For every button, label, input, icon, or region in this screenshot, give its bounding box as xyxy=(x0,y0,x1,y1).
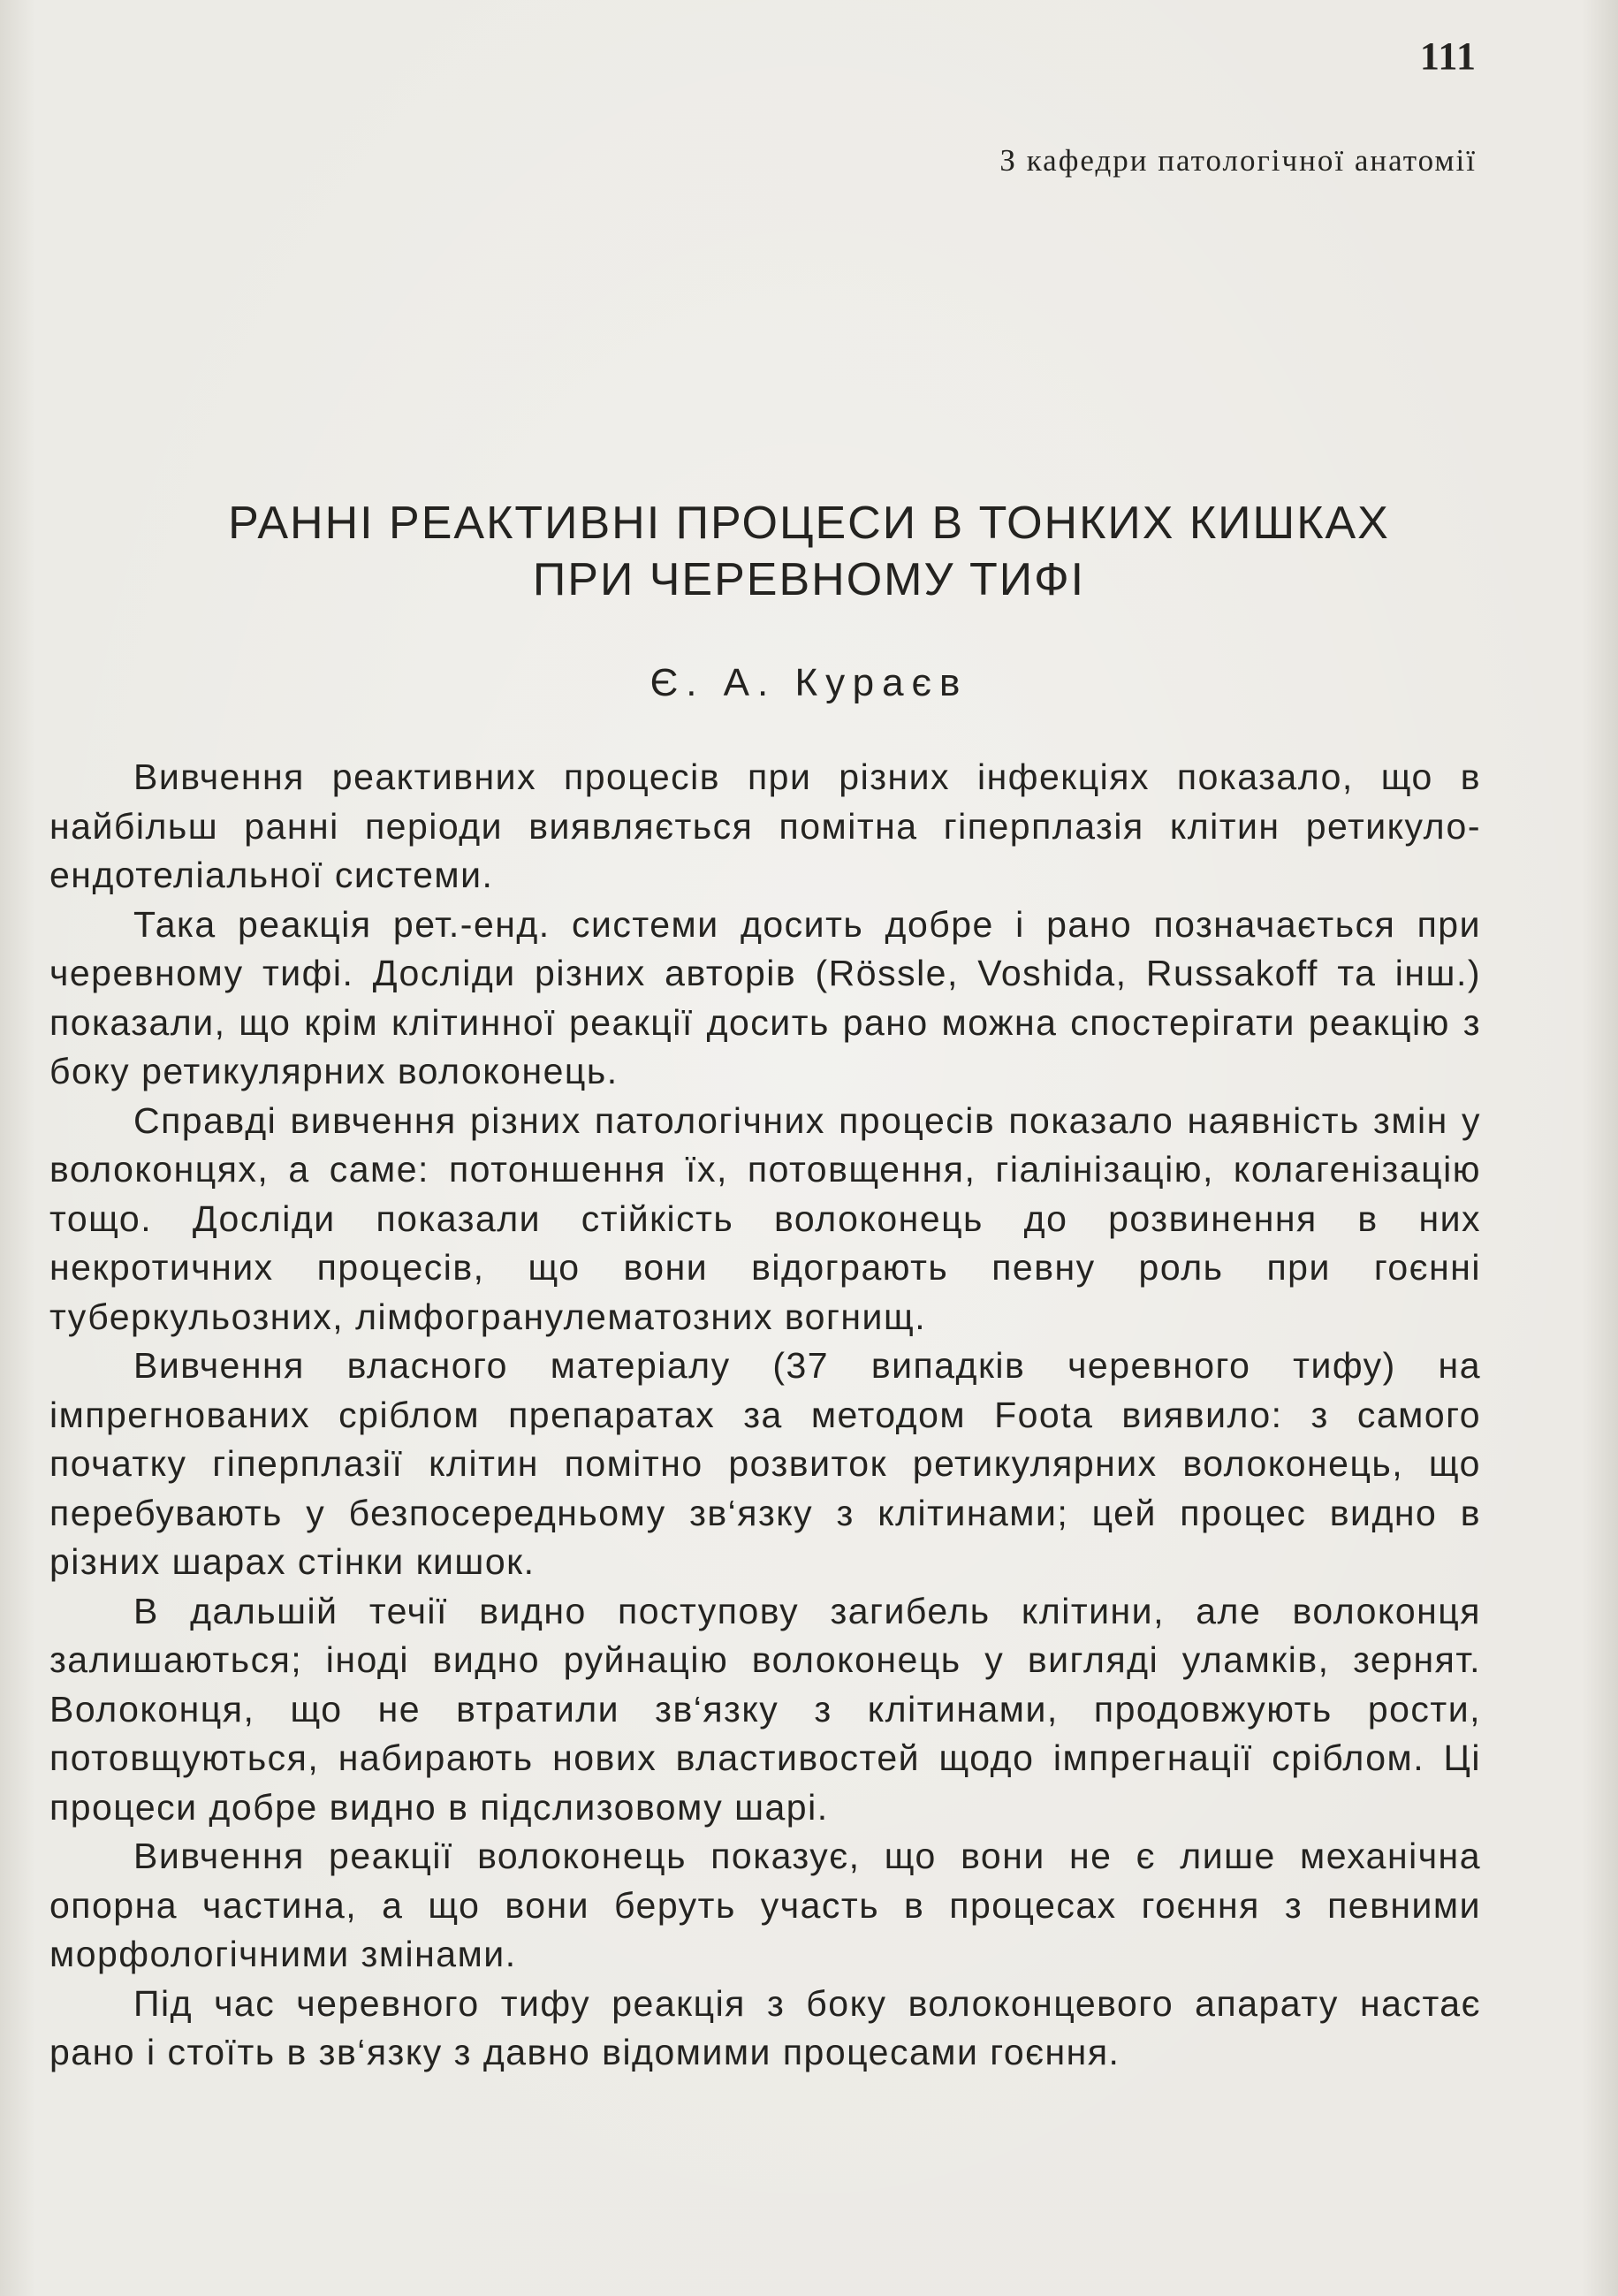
paragraph: В дальшій течії видно поступову загибель клітини, але волоконця залишаються; іноді видно руйнацію волоконець у вигляді уламків, зернят. Волоконця, що не втратили зв‘язку з клітинами, продовжують рости, потовщуються, набирають нових властивостей щодо імпрегнації сріблом. Ці процеси добре видно в підслизовому шарі. xyxy=(49,1590,1481,1828)
department-header: З кафедри патологічної анатомії xyxy=(999,143,1477,178)
paragraph: Справді вивчення різних патологічних процесів показало наявність змін у волоконцях, а саме: потоншення їх, потовщення, гіалінізацію, колагенізацію тощо. Досліди показали стійкість волоконець до розвинення в них некротичних процесів, що вони відограють певну роль при гоєнні туберкульозних, лімфогранулематозних вогнищ. xyxy=(49,1099,1481,1337)
title-line-2: ПРИ ЧЕРЕВНОМУ ТИФІ xyxy=(532,554,1086,605)
title-line-1: РАННІ РЕАКТИВНІ ПРОЦЕСИ В ТОНКИХ КИШКАХ xyxy=(228,498,1390,549)
paragraph: Вивчення власного матеріалу (37 випадків черевного тифу) на імпрегнованих сріблом препаратах за методом Foota виявило: з самого початку гіперплазії клітин помітно розвиток ретикулярних волоконець, що перебувають у безпосередньому зв‘язку з клітинами; цей процес видно в різних шарах стінки кишок. xyxy=(49,1345,1481,1582)
article-body xyxy=(49,753,1481,2078)
paragraph: Вивчення реакції волоконець показує, що вони не є лише механічна опорна частина, а що вони беруть участь в процесах гоєння з певними морфологічними змінами. xyxy=(49,1836,1481,1974)
author-name: Є. А. Кураєв xyxy=(649,661,969,704)
page-number: 111 xyxy=(1419,34,1477,78)
paragraph: Вивчення реактивних процесів при різних інфекціях показало, що в найбільш ранні періоди виявляється помітна гіперплазія клітин ретикуло-ендотеліальної системи. xyxy=(49,756,1481,895)
paragraph: Така реакція рет.-енд. системи досить добре і рано позначається при черевному тифі. Досліди різних авторів (Rössle, Voshida, Russakoff та інш.) показали, що крім клітинної реакції досить рано можна спостерігати реакцію з боку ретикулярних волоконець. xyxy=(49,903,1481,1091)
article-title xyxy=(0,495,1618,608)
paragraph: Під час черевного тифу реакція з боку волоконцевого апарату настає рано і стоїть в зв‘язку з давно відомими процесами гоєння. xyxy=(49,1982,1481,2072)
